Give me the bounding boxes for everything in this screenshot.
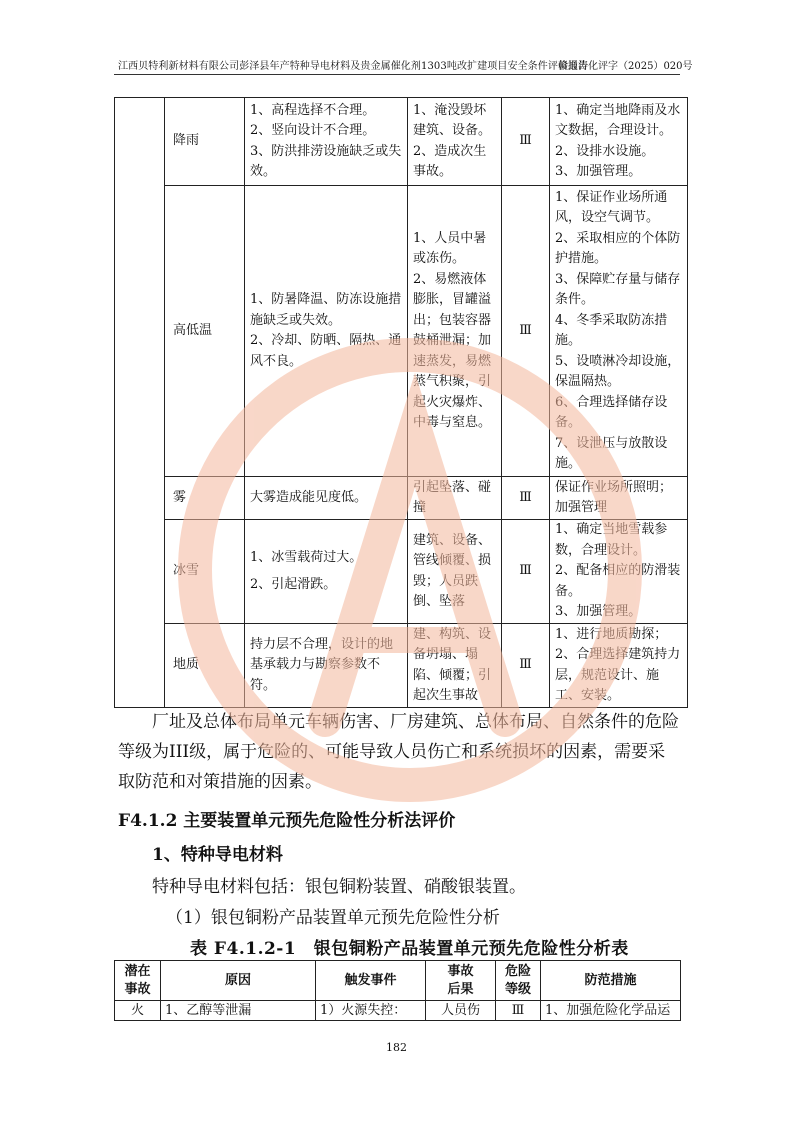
header-trigger: 触发事件 — [316, 961, 426, 1001]
measures-cell — [550, 624, 688, 708]
level-cell: Ⅲ — [496, 1001, 541, 1021]
table-row-ice-snow — [115, 520, 688, 624]
cause-line: 2、冷却、防晒、隔热、通风不良。 — [250, 333, 402, 369]
consequence-cell: 人员伤 — [426, 1001, 496, 1021]
materials-sentence: 特种导电材料包括：银包铜粉装置、硝酸银装置。 — [152, 877, 526, 897]
header-potential-accident: 潜在事故 — [115, 961, 161, 1001]
level-cell: Ⅲ — [502, 186, 550, 477]
subsection-heading: 1、特种导电材料 — [152, 845, 283, 865]
page-number: 182 — [386, 1041, 407, 1054]
result-line: 2、造成次生事故。 — [413, 143, 487, 179]
table-row-rain — [115, 98, 688, 186]
measure-line: 2、配备相应的防滑装备。 — [555, 563, 681, 599]
result-line: 1、淹没毁坏建筑、设备。 — [413, 102, 492, 138]
measure-line: 5、设喷淋冷却设施，保温隔热。 — [555, 353, 681, 389]
header-report-number: 赣通涛化评字（2025）020号 — [558, 61, 693, 72]
accident-cell: 火 — [115, 1001, 161, 1021]
level-cell: Ⅲ — [502, 624, 550, 708]
causes-cell — [245, 186, 408, 477]
measure-line: 3、加强管理。 — [555, 604, 642, 620]
cause-line: 2、引起滑跌。 — [250, 576, 337, 592]
section-heading: F4.1.2 主要装置单元预先危险性分析法评价 — [118, 811, 456, 831]
results-cell — [408, 186, 502, 477]
result-line: 建、构筑、设备坍塌、塌陷、倾覆；引起次生事故 — [413, 626, 492, 703]
table-row-temperature — [115, 186, 688, 477]
conclusion-paragraph: 厂址及总体布局单元车辆伤害、厂房建筑、总体布局、自然条件的危险等级为III级，属于危险的、可能导致人员伤亡和系统损坏的因素，需要采取防范和对策措施的因素。 — [118, 712, 679, 792]
hazard-analysis-table — [114, 97, 688, 708]
measure-line: 7、设泄压与放散设施。 — [555, 435, 668, 471]
measure-line: 3、加强管理。 — [555, 164, 642, 179]
causes-cell — [245, 624, 408, 708]
hazard-cell: 降雨 — [165, 98, 245, 186]
cause-line: 3、防洪排涝设施缺乏或失效。 — [250, 143, 402, 179]
hazard-cell: 地质 — [165, 624, 245, 708]
measure-line: 3、保障贮存量与储存条件。 — [555, 271, 681, 307]
header-cause: 原因 — [161, 961, 316, 1001]
item-heading: （1）银包铜粉产品装置单元预先危险性分析 — [166, 908, 500, 928]
header-measures: 防范措施 — [541, 961, 681, 1001]
header-consequence: 事故后果 — [426, 961, 496, 1001]
measures-cell — [550, 477, 688, 520]
silver-copper-powder-pha-table — [114, 960, 681, 1021]
table-row-fog — [115, 477, 688, 520]
results-cell — [408, 520, 502, 624]
table-row-geology — [115, 624, 688, 708]
cause-line: 持力层不合理，设计的地基承载力与勘察参数不符。 — [250, 636, 394, 693]
results-cell — [408, 624, 502, 708]
results-cell — [408, 477, 502, 520]
measure-line: 保证作业场所照明；加强管理 — [555, 479, 673, 515]
trigger-cell: 1）火源失控： — [316, 1001, 426, 1021]
table-header-row — [115, 961, 681, 1001]
measure-line: 6、合理选择储存设备。 — [555, 394, 668, 430]
level-cell: Ⅲ — [502, 520, 550, 624]
measure-line: 1、保证作业场所通风，设空气调节。 — [555, 189, 668, 225]
measures-cell — [550, 520, 688, 624]
measure-line: 2、采取相应的个体防护措施。 — [555, 230, 681, 266]
cause-line: 大雾造成能见度低。 — [250, 489, 368, 505]
causes-cell — [245, 98, 408, 186]
cause-line: 1、防暑降温、防冻设施措施缺乏或失效。 — [250, 292, 402, 328]
table-caption: 表 F4.1.2-1 银包铜粉产品装置单元预先危险性分析表 — [190, 939, 629, 959]
unit-cell — [115, 98, 165, 708]
cause-line: 1、冰雪载荷过大。 — [250, 550, 363, 565]
causes-cell — [245, 520, 408, 624]
result-line: 1、人员中暑或冻伤。 — [413, 230, 487, 266]
hazard-cell: 冰雪 — [165, 520, 245, 624]
header-divider — [114, 74, 680, 75]
measure-line: 1、进行地质勘探； — [555, 626, 668, 642]
header-level: 危险等级 — [496, 961, 541, 1001]
cause-line: 2、竖向设计不合理。 — [250, 123, 376, 138]
measure-line: 2、合理选择建筑持力层，规范设计、施工、安装。 — [555, 647, 681, 703]
measure-line: 2、设排水设施。 — [555, 143, 655, 159]
measure-line: 1、确定当地雪载参数，合理设计。 — [555, 522, 668, 558]
measures-cell — [550, 186, 688, 477]
results-cell — [408, 98, 502, 186]
cause-line: 1、高程选择不合理。 — [250, 102, 376, 118]
causes-cell — [245, 477, 408, 520]
measures-cell — [550, 98, 688, 186]
result-line: 建筑、设备、管线倾覆、损毁；人员跌倒、坠落 — [413, 532, 492, 609]
table-row — [115, 1001, 681, 1021]
level-cell: Ⅲ — [502, 98, 550, 186]
level-cell: Ⅲ — [502, 477, 550, 520]
measures-cell: 1、加强危险化学品运 — [541, 1001, 681, 1021]
result-line: 2、易燃液体膨胀，冒罐溢出；包装容器鼓桶泄漏；加速蒸发，易燃蒸气积聚，引起火灾爆炸、中毒与窒息。 — [413, 271, 492, 430]
measure-line: 1、确定当地降雨及水文数据，合理设计。 — [555, 102, 681, 138]
cause-cell: 1、乙醇等泄漏 — [161, 1001, 316, 1021]
result-line: 引起坠落、碰撞 — [413, 479, 492, 515]
header-report-title: 江西贝特利新材料有限公司彭泽县年产特种导电材料及贵金属催化剂1303吨改扩建项目安全条件评价报告 — [118, 61, 589, 72]
hazard-cell: 高低温 — [165, 186, 245, 477]
measure-line: 4、冬季采取防冻措施。 — [555, 312, 668, 348]
hazard-cell: 雾 — [165, 477, 245, 520]
